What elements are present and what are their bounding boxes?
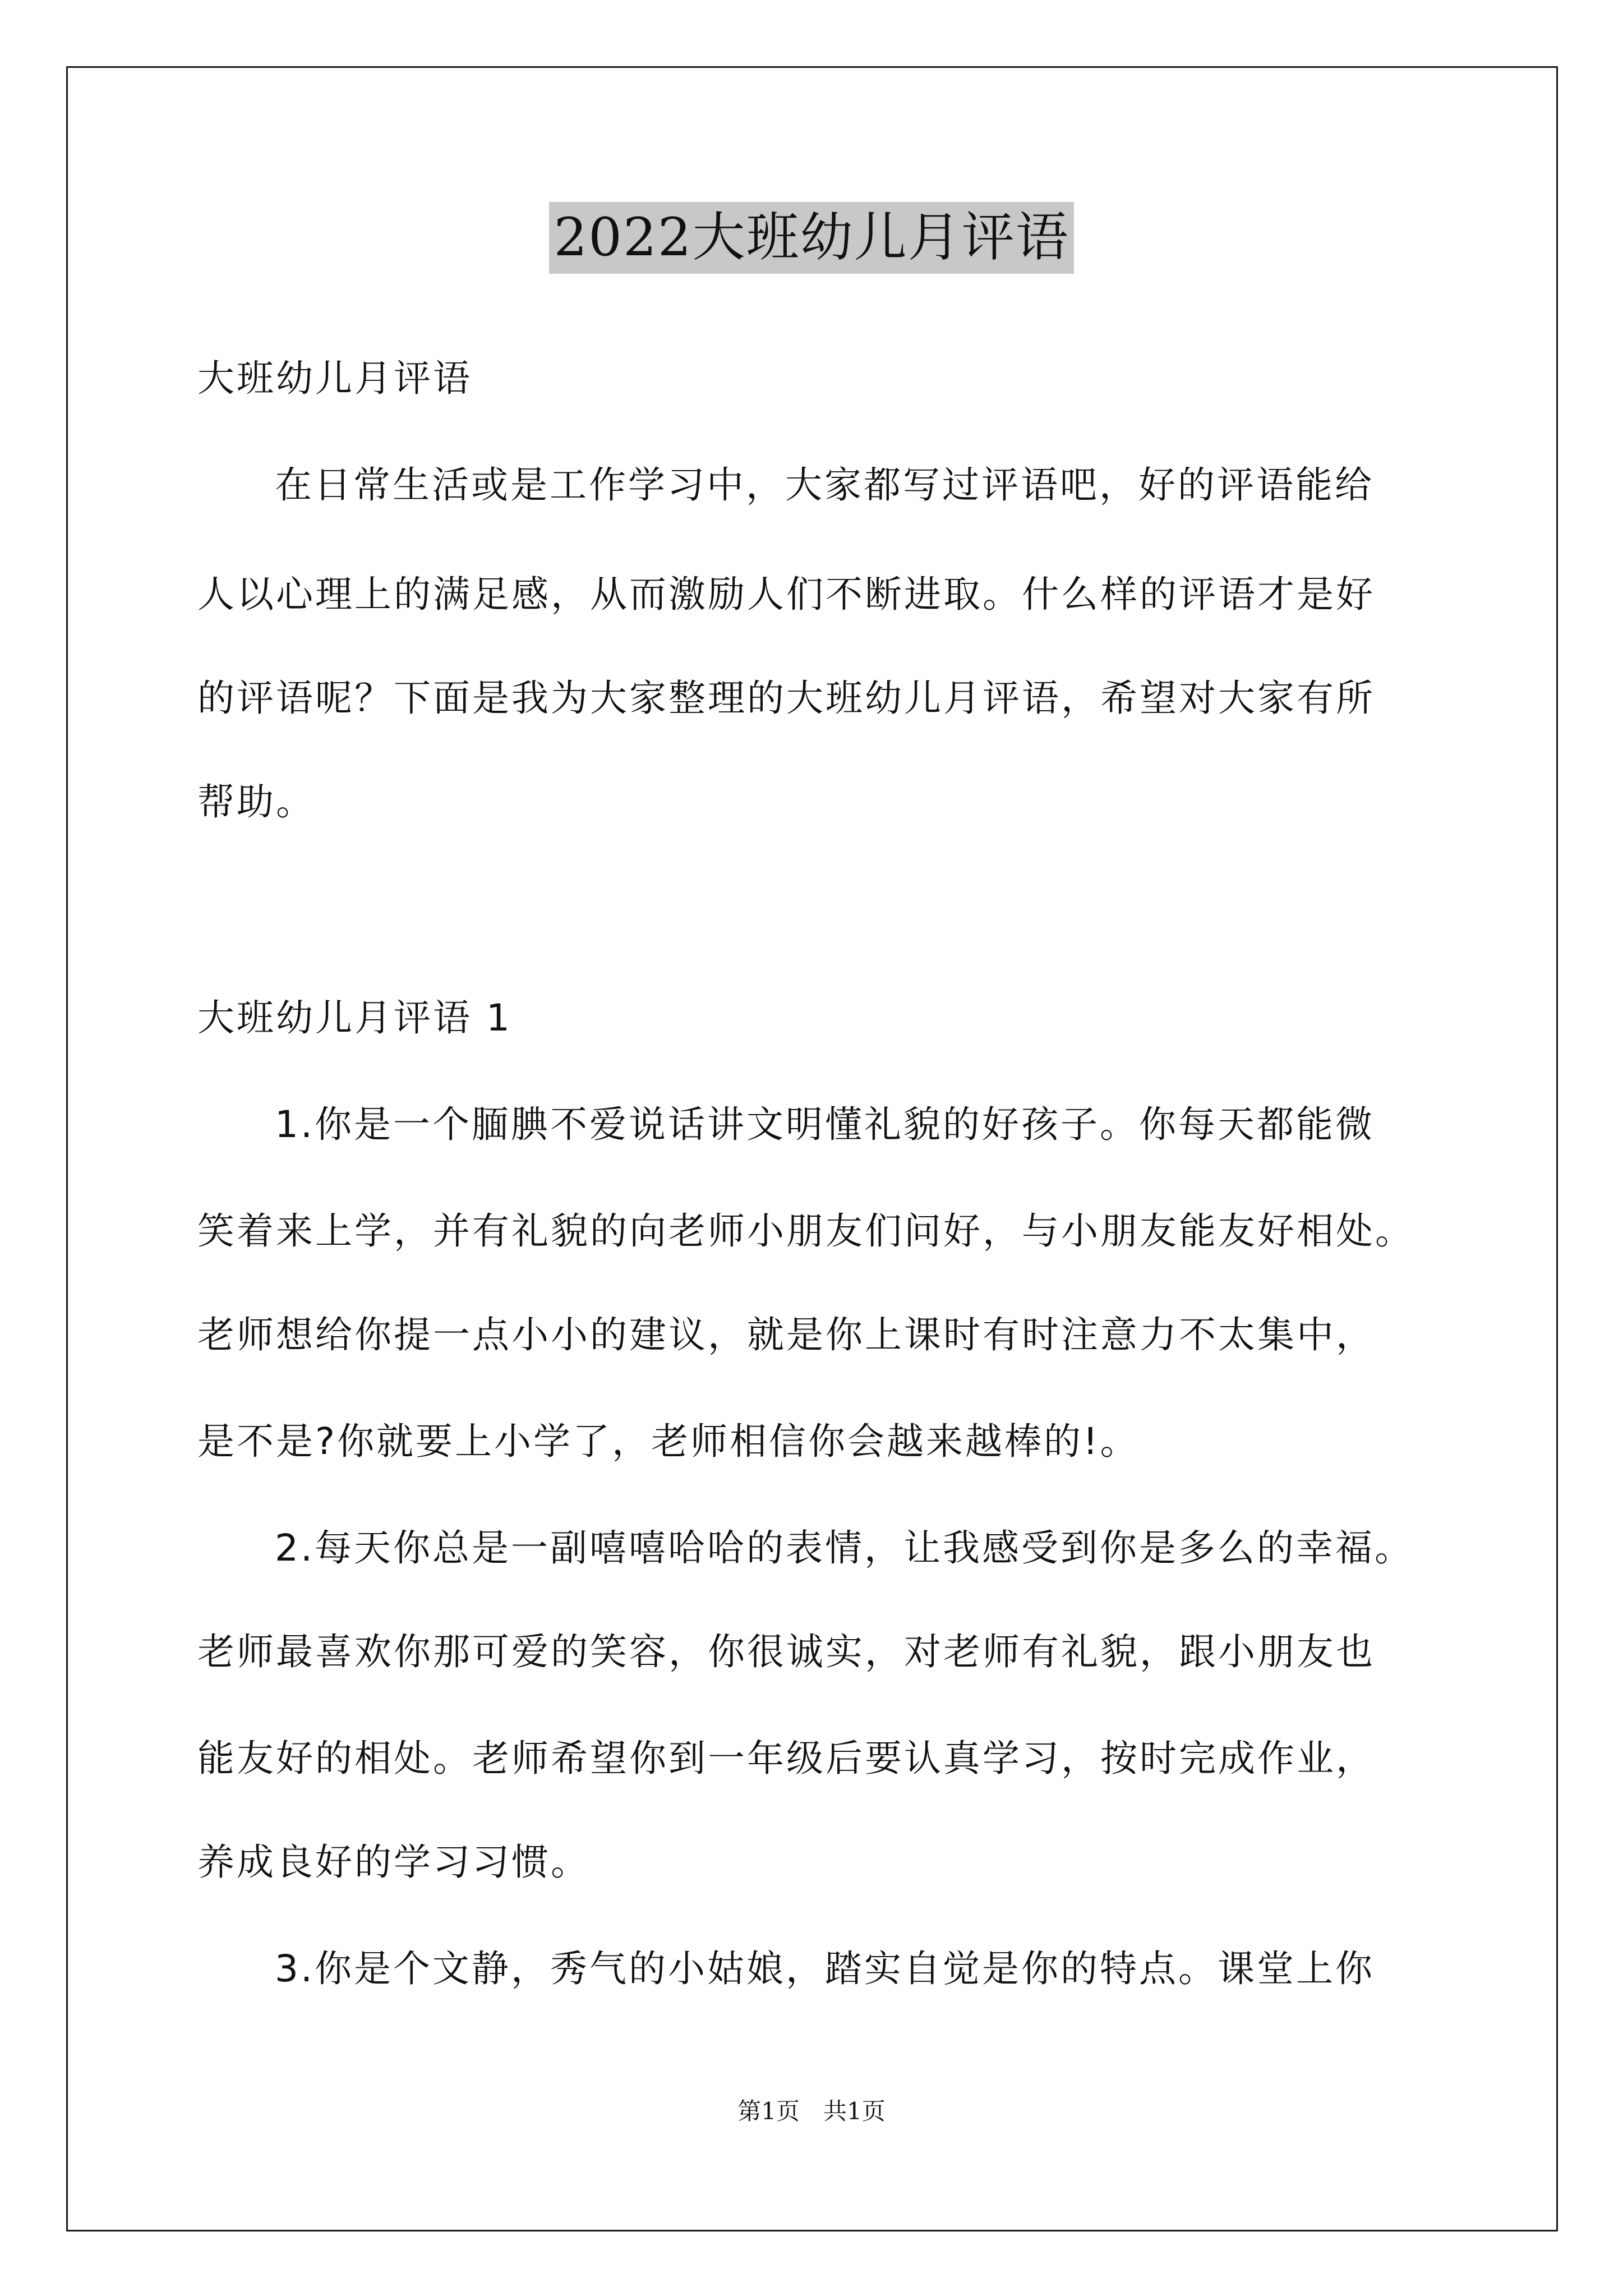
item-2-line: 2.每天你总是一副嘻嘻哈哈的表情，让我感受到你是多么的幸福。 — [275, 1526, 1414, 1570]
intro-line: 在日常生活或是工作学习中，大家都写过评语吧，好的评语能给 — [275, 463, 1374, 507]
document-subtitle: 大班幼儿月评语 — [197, 357, 472, 400]
item-3-line: 3.你是个文静，秀气的小姑娘，踏实自觉是你的特点。课堂上你 — [275, 1947, 1375, 1990]
page-footer: 第1页 共1页 — [737, 2097, 886, 2125]
document-title: 2022大班幼儿月评语 — [549, 202, 1073, 274]
item-2-line: 能友好的相处。老师希望你到一年级后要认真学习，按时完成作业， — [197, 1737, 1375, 1780]
intro-line: 的评语呢？下面是我为大家整理的大班幼儿月评语，希望对大家有所 — [197, 677, 1375, 720]
section-heading: 大班幼儿月评语 1 — [197, 996, 512, 1039]
item-1-line: 是不是?你就要上小学了，老师相信你会越来越棒的!。 — [197, 1420, 1140, 1463]
title-container — [0, 202, 1623, 274]
item-1-line: 老师想给你提一点小小的建议，就是你上课时有时注意力不太集中， — [197, 1313, 1375, 1356]
intro-line: 人以心理上的满足感，从而激励人们不断进取。什么样的评语才是好 — [197, 573, 1375, 616]
intro-line: 帮助。 — [197, 780, 315, 823]
item-2-line: 养成良好的学习习惯。 — [197, 1841, 590, 1884]
item-2-line: 老师最喜欢你那可爱的笑容，你很诚实，对老师有礼貌，跟小朋友也 — [197, 1630, 1375, 1673]
item-1-line: 笑着来上学，并有礼貌的向老师小朋友们问好，与小朋友能友好相处。 — [197, 1209, 1414, 1253]
item-1-line: 1.你是一个腼腆不爱说话讲文明懂礼貌的好孩子。你每天都能微 — [275, 1103, 1375, 1146]
